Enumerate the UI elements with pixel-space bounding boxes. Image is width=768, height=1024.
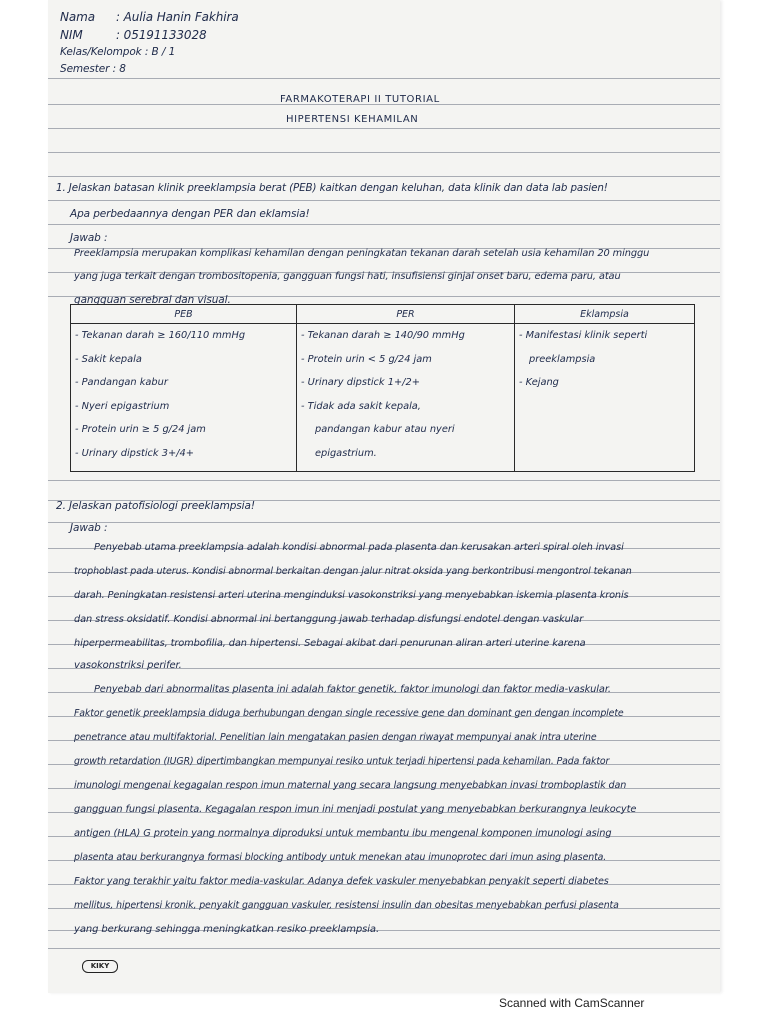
ruled-line	[48, 948, 720, 949]
title-sub: HIPERTENSI KEHAMILAN	[286, 114, 419, 125]
ruled-line	[48, 522, 720, 523]
peb-column	[71, 324, 297, 472]
ruled-line	[48, 176, 720, 177]
kelas-text: Kelas/Kelompok : B / 1	[60, 46, 176, 58]
comparison-table	[70, 304, 695, 472]
per-item: - Urinary dipstick 1+/2+	[301, 377, 420, 388]
peb-item: - Pandangan kabur	[75, 377, 168, 388]
q2-answer-line: hiperpermeabilitas, trombofilia, dan hipertensi. Sebagai akibat dari penurunan aliran arteri uterine karena	[74, 638, 586, 649]
q2-answer-line: dan stress oksidatif. Kondisi abnormal ini bertanggung jawab terhadap disfungsi endotel dengan vaskular	[74, 614, 584, 625]
peb-item: - Protein urin ≥ 5 g/24 jam	[75, 424, 206, 435]
nim-value: : 05191133028	[116, 28, 207, 42]
eklampsia-item: - Manifestasi klinik seperti	[519, 330, 648, 341]
q2-answer-line: darah. Peningkatan resistensi arteri uterina menginduksi vasokonstriksi yang menyebabkan iskemia plasenta kronis	[74, 590, 629, 601]
q2-answer-line: penetrance atau multifaktorial. Penelitian lain mengatakan pasien dengan riwayat mempunyai anak intra uterine	[74, 732, 597, 743]
per-item: - Tidak ada sakit kepala,	[301, 400, 421, 412]
q2-answer-line: gangguan fungsi plasenta. Kegagalan respon imun ini menjadi postulat yang menyebabkan berkurangnya leukocyte	[74, 804, 637, 815]
q1-answer-line-1: Preeklampsia merupakan komplikasi kehamilan dengan peningkatan tekanan darah setelah usia kehamilan 20 minggu	[74, 248, 650, 259]
table-row	[71, 324, 695, 472]
header-peb: PEB	[71, 305, 297, 324]
q2-answer-line: Penyebab utama preeklampsia adalah kondisi abnormal pada plasenta dan kerusakan arteri spiral oleh invasi	[94, 542, 624, 553]
semester-text: Semester : 8	[60, 63, 126, 75]
per-item: epigastrium.	[315, 447, 377, 459]
peb-item: - Urinary dipstick 3+/4+	[75, 447, 194, 459]
q2-answer-line: antigen (HLA) G protein yang normalnya diproduksi untuk membantu ibu mengenal komponen imunologi asing	[74, 828, 612, 839]
q2-jawab: Jawab :	[70, 522, 108, 534]
q2-answer-line: Faktor yang terakhir yaitu faktor media-vaskular. Adanya defek vaskuler menyebabkan penyakit seperti diabetes	[74, 876, 609, 887]
header-per: PER	[297, 305, 515, 324]
eklampsia-item: preeklampsia	[529, 353, 596, 365]
q2-answer-line: vasokonstriksi perifer.	[74, 660, 182, 671]
q2-answer-line: trophoblast pada uterus. Kondisi abnormal berkaitan dengan jalur nitrat oksida yang berkontribusi mengontrol tekanan	[74, 566, 632, 577]
ruled-line	[48, 200, 720, 201]
ruled-line	[48, 224, 720, 225]
q2-question: 2. Jelaskan patofisiologi preeklampsia!	[56, 500, 255, 512]
q2-answer-line: growth retardation (IUGR) dipertimbangkan mempunyai resiko untuk terjadi hipertensi pada kehamilan. Pada faktor	[74, 756, 610, 767]
per-item: - Tekanan darah ≥ 140/90 mmHg	[301, 330, 465, 341]
nama-value: : Aulia Hanin Fakhira	[116, 10, 239, 24]
q1-jawab: Jawab :	[70, 232, 108, 244]
q2-answer-line: imunologi mengenai kegagalan respon imun maternal yang secara langsung menyebabkan invasi tromboplastik dan	[74, 780, 627, 791]
scanner-watermark: Scanned with CamScanner	[499, 996, 645, 1010]
q1-question-line-1: 1. Jelaskan batasan klinik preeklampsia berat (PEB) kaitkan dengan keluhan, data klinik dan data lab pasien!	[56, 182, 608, 194]
header-eklampsia: Eklampsia	[515, 305, 695, 324]
per-column	[297, 324, 515, 472]
peb-item: - Nyeri epigastrium	[75, 400, 170, 412]
eklampsia-item: - Kejang	[519, 377, 559, 388]
ruled-line	[48, 152, 720, 153]
ruled-line	[48, 480, 720, 481]
eklampsia-column	[515, 324, 695, 472]
q1-question-line-2: Apa perbedaannya dengan PER dan eklamsia!	[70, 208, 310, 220]
ruled-line	[48, 78, 720, 79]
peb-item: - Tekanan darah ≥ 160/110 mmHg	[75, 330, 246, 341]
q2-answer-line: yang berkurang sehingga meningkatkan resiko preeklampsia.	[74, 924, 380, 935]
notebook-brand-logo: KIKY	[82, 960, 118, 973]
per-item: pandangan kabur atau nyeri	[315, 424, 455, 435]
q2-answer-line: mellitus, hipertensi kronik, penyakit gangguan vaskuler, resistensi insulin dan obesitas menyebabkan perfusi plasenta	[74, 900, 619, 911]
q2-answer-line: plasenta atau berkurangnya formasi blocking antibody untuk menekan atau imunoprotec dari imun asing plasenta.	[74, 852, 607, 863]
ruled-line	[48, 128, 720, 129]
title-main: FARMAKOTERAPI II TUTORIAL	[280, 94, 440, 105]
peb-item: - Sakit kepala	[75, 353, 142, 365]
nama-label: Nama	[60, 10, 95, 24]
q1-answer-line-3: gangguan serebral dan visual.	[74, 294, 231, 306]
q2-answer-line: Faktor genetik preeklampsia diduga berhubungan dengan single recessive gene dan dominant gen dengan incomplete	[74, 708, 624, 719]
per-item: - Protein urin < 5 g/24 jam	[301, 353, 432, 365]
notebook-page	[48, 0, 720, 993]
q1-answer-line-2: yang juga terkait dengan trombositopenia, gangguan fungsi hati, insufisiensi ginjal onset baru, edema paru, atau	[74, 271, 621, 282]
nim-label: NIM	[60, 28, 83, 42]
q2-answer-line: Penyebab dari abnormalitas plasenta ini adalah faktor genetik, faktor imunologi dan faktor media-vaskular.	[94, 684, 611, 695]
table-header-row	[71, 305, 695, 324]
